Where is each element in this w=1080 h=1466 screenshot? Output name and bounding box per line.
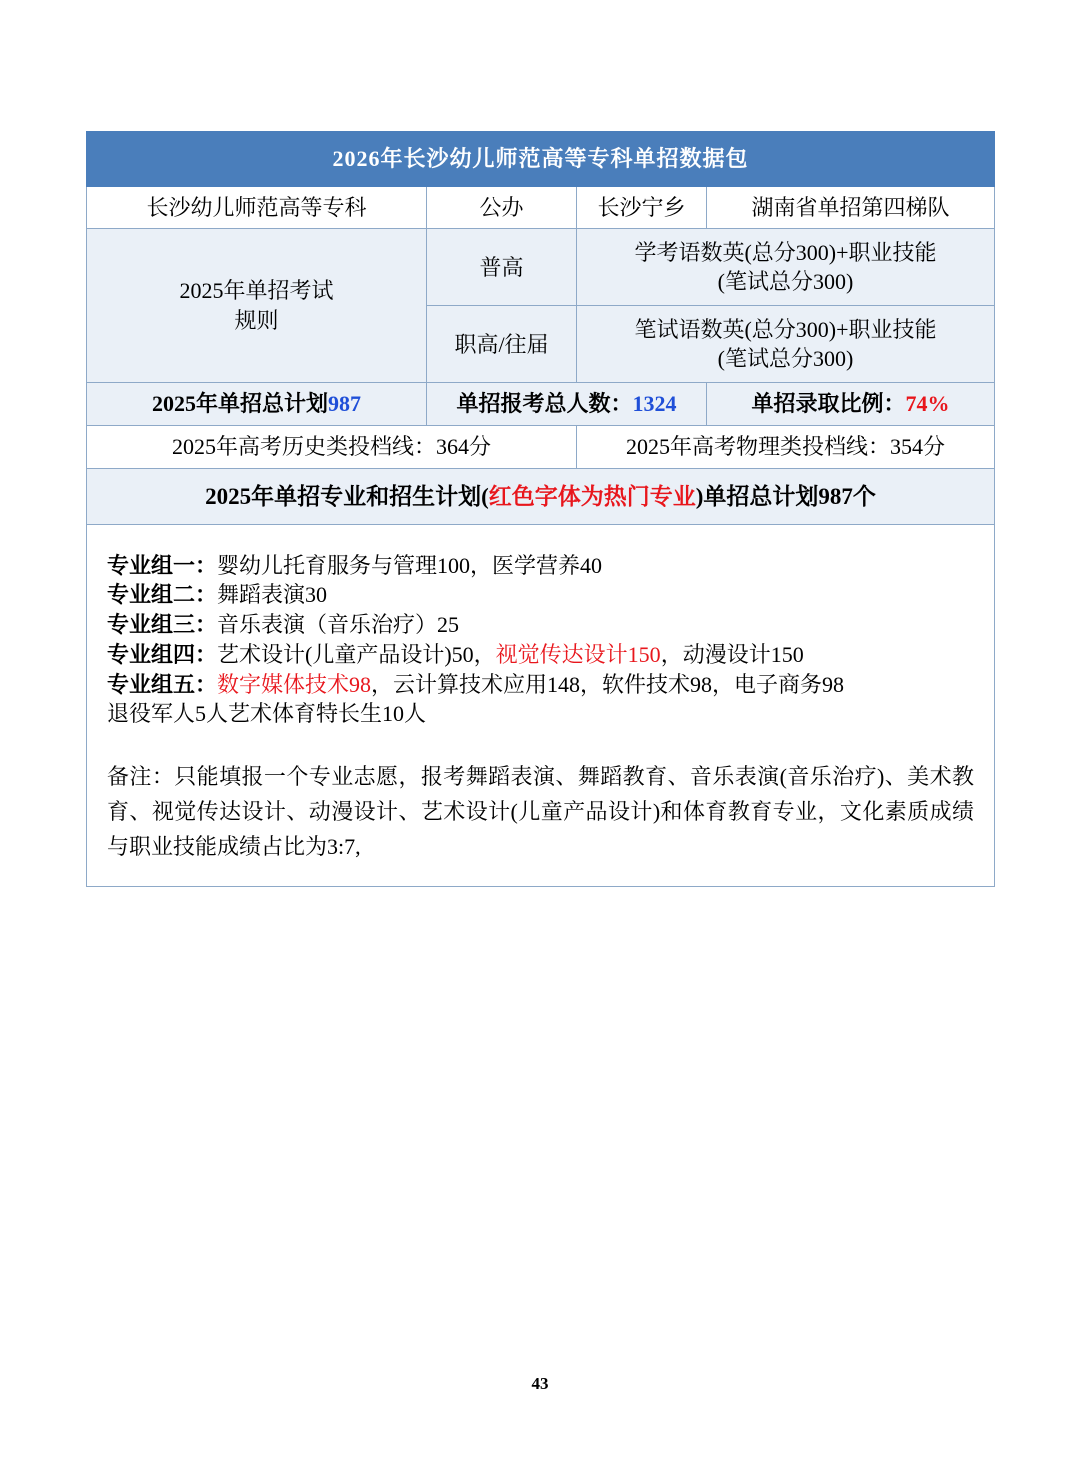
total-plan-value: 987 (328, 391, 361, 417)
major-group-5-seg-1: 数字媒体技术98 (217, 671, 372, 697)
major-group-5 (107, 670, 974, 700)
school-location: 长沙宁乡 (577, 186, 707, 229)
rule-content-vocational-line1: 笔试语数英(总分300)+职业技能 (634, 316, 937, 342)
exam-rule-label-line2: 规则 (234, 307, 279, 333)
applicants-value: 1324 (632, 391, 677, 417)
rule-content-general-line2: (笔试总分300) (717, 269, 854, 295)
major-group-4-seg-2: 视觉传达设计150 (495, 641, 661, 667)
table-row-stats (87, 383, 995, 426)
major-group-4-seg-1: 艺术设计(儿童产品设计)50， (217, 641, 496, 667)
major-group-4 (107, 640, 974, 670)
applicants-cell (427, 383, 707, 426)
doc-title: 2026年长沙幼儿师范高等专科单招数据包 (87, 132, 995, 187)
exam-rule-label-line1: 2025年单招考试 (179, 278, 334, 304)
total-plan-cell (87, 383, 427, 426)
major-group-4-label: 专业组四： (107, 641, 218, 667)
majors-header (87, 468, 995, 524)
rule-category-general: 普高 (427, 229, 577, 306)
major-group-3-label: 专业组三： (107, 612, 218, 638)
major-group-1 (107, 551, 974, 581)
exam-rule-label (87, 229, 427, 383)
major-group-1-seg-1: 婴幼儿托育服务与管理100，医学营养40 (217, 552, 603, 578)
table-row-title (87, 132, 995, 187)
ratio-label: 单招录取比例： (751, 391, 906, 417)
majors-header-prefix: 2025年单招专业和招生计划( (205, 483, 489, 509)
major-group-2-seg-1: 舞蹈表演30 (217, 582, 328, 608)
school-tier: 湖南省单招第四梯队 (707, 186, 995, 229)
applicants-label: 单招报考总人数： (456, 391, 633, 417)
admissions-data-table (86, 131, 995, 887)
major-group-1-label: 专业组一： (107, 552, 218, 578)
rule-content-vocational (577, 306, 995, 383)
school-name: 长沙幼儿师范高等专科 (87, 186, 427, 229)
extra-quota-line: 退役军人5人艺术体育特长生10人 (107, 701, 427, 727)
ratio-cell (707, 383, 995, 426)
major-group-2-label: 专业组二： (107, 582, 218, 608)
major-group-5-seg-2: ，云计算技术应用148，软件技术98，电子商务98 (371, 671, 845, 697)
table-row-school-info (87, 186, 995, 229)
major-group-3 (107, 610, 974, 640)
table-row-rule-general (87, 229, 995, 306)
majors-header-highlight: 红色字体为热门专业 (488, 483, 696, 509)
major-group-2 (107, 580, 974, 610)
table-row-majors-body (87, 524, 995, 887)
rule-content-general-line1: 学考语数英(总分300)+职业技能 (634, 239, 937, 265)
major-group-3-seg-1: 音乐表演（音乐治疗）25 (217, 612, 460, 638)
table-row-majors-header (87, 468, 995, 524)
remark-note: 备注：只能填报一个专业志愿，报考舞蹈表演、舞蹈教育、音乐表演(音乐治疗)、美术教育、视觉传达设计、动漫设计、艺术设计(儿童产品设计)和体育教育专业，文化素质成绩与职业技能成绩占比为3:7, (107, 763, 975, 860)
rule-content-general (577, 229, 995, 306)
school-type: 公办 (427, 186, 577, 229)
score-line-history: 2025年高考历史类投档线：364分 (87, 426, 577, 469)
ratio-value: 74% (905, 391, 950, 417)
total-plan-label: 2025年单招总计划 (151, 391, 328, 417)
page-number: 43 (531, 1374, 549, 1393)
major-group-4-seg-3: ，动漫设计150 (660, 641, 804, 667)
rule-content-vocational-line2: (笔试总分300) (717, 346, 854, 372)
majors-detail-cell (87, 524, 995, 887)
score-line-physics: 2025年高考物理类投档线：354分 (577, 426, 995, 469)
table-row-score-lines (87, 426, 995, 469)
major-group-5-label: 专业组五： (107, 671, 218, 697)
rule-category-vocational: 职高/往届 (427, 306, 577, 383)
majors-header-suffix: )单招总计划987个 (695, 483, 876, 509)
